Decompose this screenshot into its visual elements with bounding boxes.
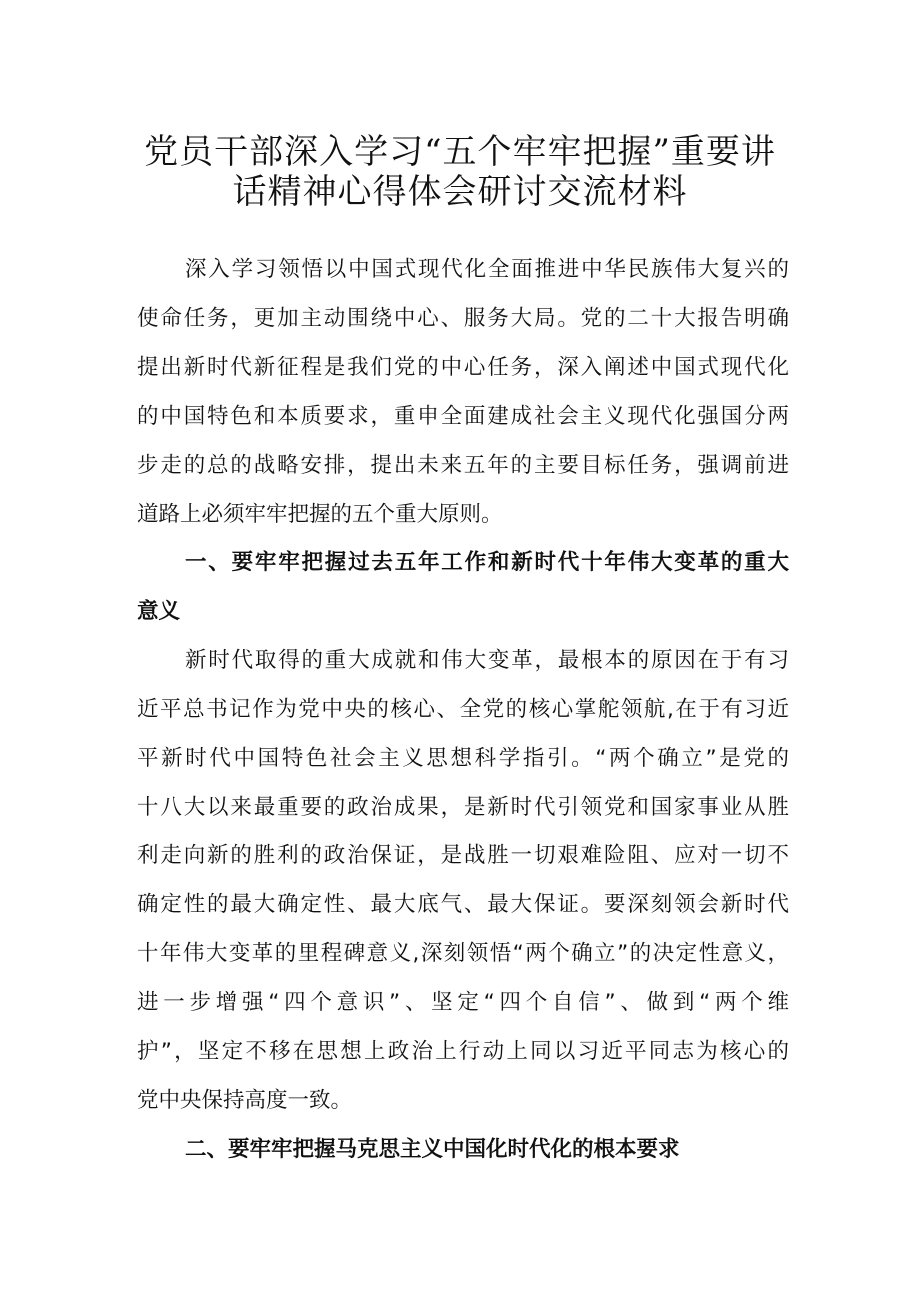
section-1-body-line: 利走向新的胜利的政治保证，是战胜一切艰难险阻、应对一切不 (137, 843, 789, 868)
section-1-body-line: 党中央保持高度一致。 (137, 1088, 353, 1113)
document-title-line-1: 党员干部深入学习“五个牢牢把握”重要讲 (144, 132, 776, 172)
section-2-heading: 二、要牢牢把握马克思主义中国化时代化的根本要求 (185, 1137, 680, 1162)
intro-paragraph-line: 步走的总的战略安排，提出未来五年的主要目标任务，强调前进 (137, 453, 789, 478)
document-title-line-2: 话精神心得体会研讨交流材料 (232, 172, 688, 212)
section-1-body-line: 进一步增强“四个意识”、坚定“四个自信”、做到“两个维 (137, 990, 789, 1015)
section-1-heading-line: 一、要牢牢把握过去五年工作和新时代十年伟大变革的重大 (185, 550, 789, 575)
section-1-body-line: 确定性的最大确定性、最大底气、最大保证。要深刻领会新时代 (137, 892, 789, 917)
intro-paragraph-line: 使命任务，更加主动围绕中心、服务大局。党的二十大报告明确 (137, 306, 789, 331)
section-1-body-line: 平新时代中国特色社会主义思想科学指引。“两个确立”是党的 (137, 746, 789, 771)
section-1-body-line: 十年伟大变革的里程碑意义,深刻领悟“两个确立”的决定性意义， (137, 941, 789, 966)
intro-paragraph-line: 深入学习领悟以中国式现代化全面推进中华民族伟大复兴的 (185, 257, 789, 282)
intro-paragraph-line: 的中国特色和本质要求，重申全面建成社会主义现代化强国分两 (137, 404, 789, 429)
section-1-body-line: 护”，坚定不移在思想上政治上行动上同以习近平同志为核心的 (137, 1039, 789, 1064)
intro-paragraph-line: 道路上必须牢牢把握的五个重大原则。 (137, 502, 503, 527)
intro-paragraph-line: 提出新时代新征程是我们党的中心任务，深入阐述中国式现代化 (137, 355, 789, 380)
section-1-body-line: 新时代取得的重大成就和伟大变革，最根本的原因在于有习 (185, 648, 789, 673)
section-1-body-line: 近平总书记作为党中央的核心、全党的核心掌舵领航,在于有习近 (137, 697, 789, 722)
section-1-body-line: 十八大以来最重要的政治成果，是新时代引领党和国家事业从胜 (137, 795, 789, 820)
section-1-heading-line: 意义 (137, 599, 181, 624)
